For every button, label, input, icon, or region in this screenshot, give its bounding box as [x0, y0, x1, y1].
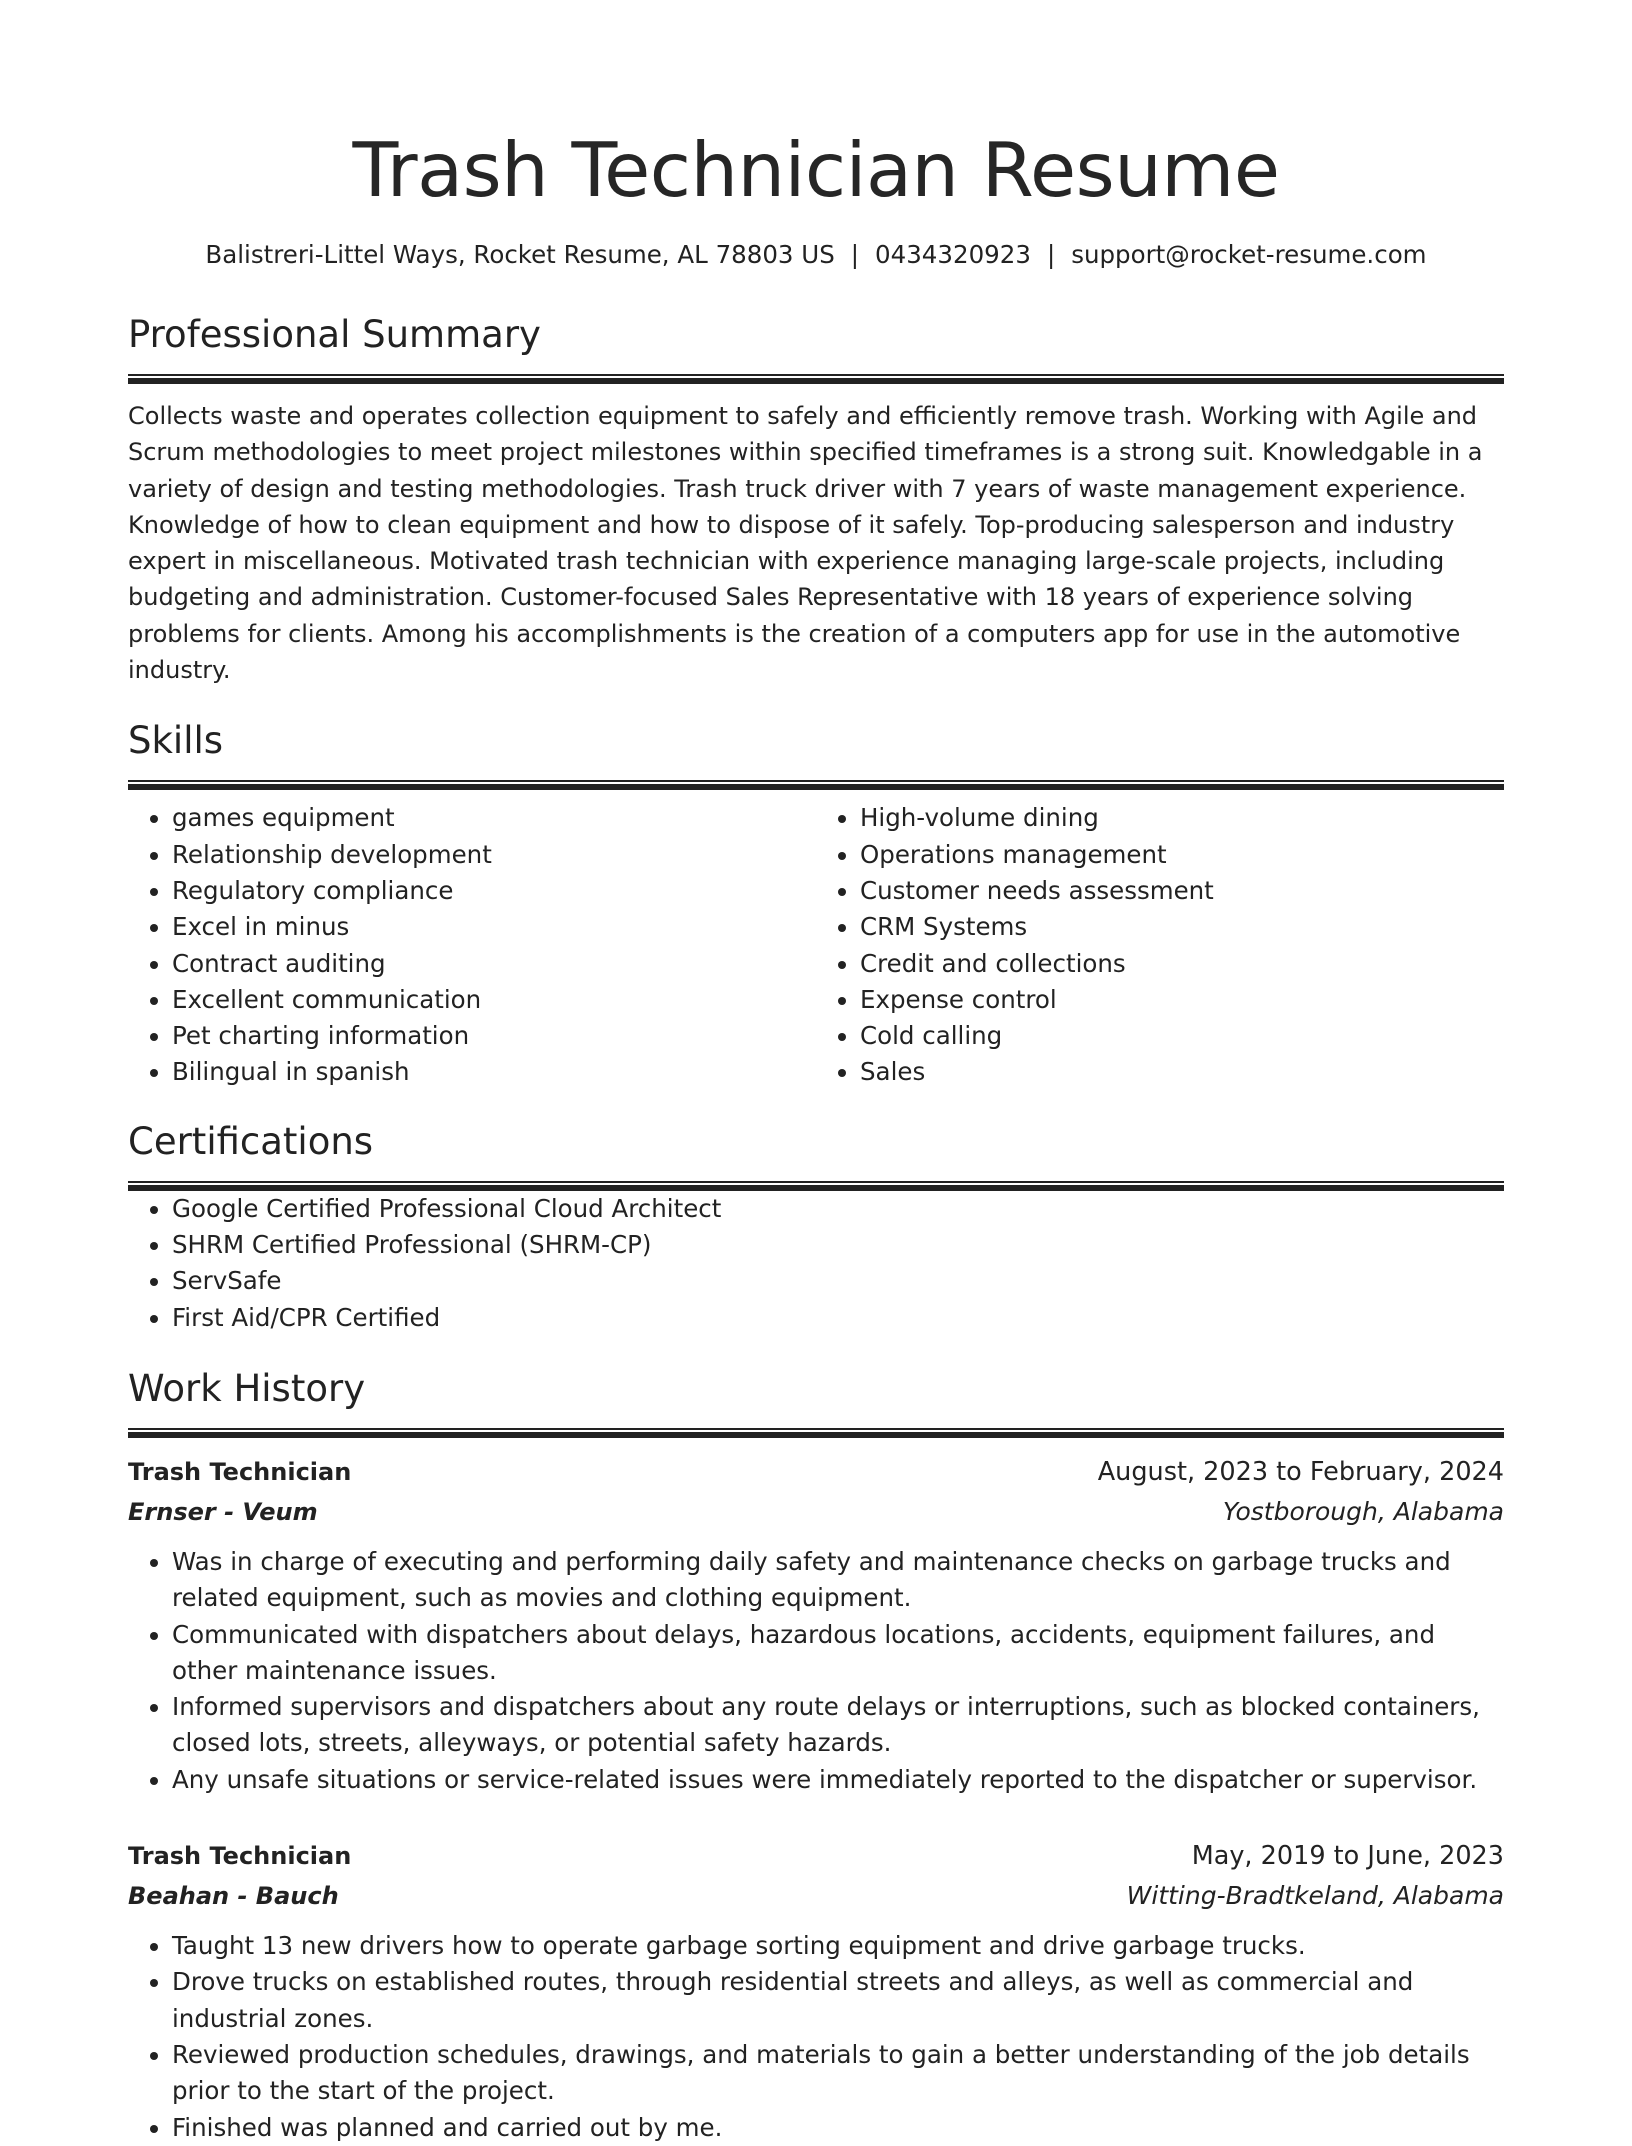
skill-item: • Credit and collections [860, 946, 1504, 982]
summary-heading: Professional Summary [128, 313, 541, 356]
job-duty-item: • Communicated with dispatchers about delays, hazardous locations, accidents, equipment failures, and other maintenance issues. [172, 1617, 1504, 1690]
resume-title: Trash Technician Resume [352, 126, 1280, 214]
skill-item: • Cold calling [860, 1018, 1504, 1054]
summary-text: Collects waste and operates collection equipment to safely and efficiently remove trash. Working with Agile and Scrum methodologies to meet project milestones within specified timeframes is a strong suit. Knowledgable in a variety of design and testing methodologies. Trash truck driver with 7 years of waste management experience. Knowledge of how to clean equipment and how to dispose of it safely. Top-producing salesperson and industry expert in miscellaneous. Motivated trash technician with experience managing large-scale projects, including budgeting and administration. Customer-focused Sales Representative with 18 years of experience solving problems for clients. Among his accomplishments is the creation of a computers app for use in the automotive industry. [128, 402, 1483, 685]
job-duty-item: • Taught 13 new drivers how to operate garbage sorting equipment and drive garbage trucks. [172, 1928, 1504, 1964]
skill-item: • Excel in minus [172, 909, 816, 945]
skills-grid [128, 800, 1504, 1090]
job-duties-list [128, 1928, 1504, 2146]
job-dates: May, 2019 to June, 2023 [1191, 1841, 1504, 1872]
job-header-row [128, 1452, 1504, 1492]
contact-separator: | [1046, 240, 1056, 269]
skill-item: • CRM Systems [860, 909, 1504, 945]
job-dates: August, 2023 to February, 2024 [1097, 1456, 1504, 1487]
job-duty-item: • Reviewed production schedules, drawings, and materials to gain a better understanding of the job details prior to the start of the project. [172, 2037, 1504, 2110]
contact-separator: | [850, 240, 860, 269]
skill-item: • Excellent communication [172, 982, 816, 1018]
work-history-heading: Work History [128, 1366, 366, 1410]
skills-list-left [128, 800, 816, 1090]
job-duty-item: • Informed supervisors and dispatchers about any route delays or interruptions, such as blocked containers, closed lots, streets, alleyways, or potential safety hazards. [172, 1689, 1504, 1762]
skill-item: • Pet charting information [172, 1018, 816, 1054]
summary-section [128, 310, 1504, 688]
job-location: Witting-Bradtkeland, Alabama [1126, 1881, 1504, 1911]
job-duty-item: • Finished was planned and carried out by me. [172, 2110, 1504, 2146]
job-company: Beahan - Bauch [128, 1882, 339, 1911]
job-company: Ernser - Veum [128, 1497, 318, 1526]
skills-section [128, 716, 1504, 1090]
job-duties-list [128, 1544, 1504, 1798]
section-divider [128, 374, 1504, 384]
job-header-row [128, 1836, 1504, 1876]
contact-line [128, 238, 1504, 272]
skill-item: • Operations management [860, 837, 1504, 873]
skill-item: • Customer needs assessment [860, 873, 1504, 909]
skill-item: • games equipment [172, 800, 816, 836]
certification-item: • Google Certified Professional Cloud Architect [172, 1191, 1504, 1227]
skill-item: • Bilingual in spanish [172, 1054, 816, 1090]
skill-item: • Relationship development [172, 837, 816, 873]
skill-item: • Contract auditing [172, 946, 816, 982]
certifications-heading: Certifications [128, 1119, 374, 1163]
job-location: Yostborough, Alabama [1222, 1496, 1504, 1526]
skill-item: • Expense control [860, 982, 1504, 1018]
job-duty-item: • Drove trucks on established routes, through residential streets and alleys, as well as commercial and industrial zones. [172, 1964, 1504, 2037]
contact-address: Balistreri-Littel Ways, Rocket Resume, AL 78803 US [205, 240, 835, 269]
job-entry [128, 1452, 1504, 1798]
skills-heading: Skills [128, 719, 224, 763]
work-history-section [128, 1364, 1504, 2146]
job-duty-item: • Was in charge of executing and performing daily safety and maintenance checks on garbage trucks and related equipment, such as movies and clothing equipment. [172, 1544, 1504, 1617]
job-title: Trash Technician [128, 1457, 352, 1486]
skills-list-right [816, 800, 1504, 1090]
job-company-row [128, 1492, 1504, 1532]
certifications-list [128, 1191, 1504, 1336]
section-divider [128, 1428, 1504, 1438]
section-divider [128, 780, 1504, 790]
job-title: Trash Technician [128, 1842, 352, 1871]
job-company-row [128, 1876, 1504, 1916]
skill-item: • Sales [860, 1054, 1504, 1090]
section-divider [128, 1181, 1504, 1191]
skill-item: • High-volume dining [860, 800, 1504, 836]
certifications-section [128, 1117, 1504, 1336]
certification-item: • First Aid/CPR Certified [172, 1300, 1504, 1336]
certification-item: • ServSafe [172, 1263, 1504, 1299]
contact-phone: 0434320923 [875, 240, 1031, 269]
contact-email[interactable]: support@rocket-resume.com [1071, 240, 1427, 269]
job-entry [128, 1836, 1504, 2146]
skill-item: • Regulatory compliance [172, 873, 816, 909]
job-duty-item: • Any unsafe situations or service-related issues were immediately reported to the dispatcher or supervisor. [172, 1762, 1504, 1798]
certification-item: • SHRM Certified Professional (SHRM-CP) [172, 1227, 1504, 1263]
